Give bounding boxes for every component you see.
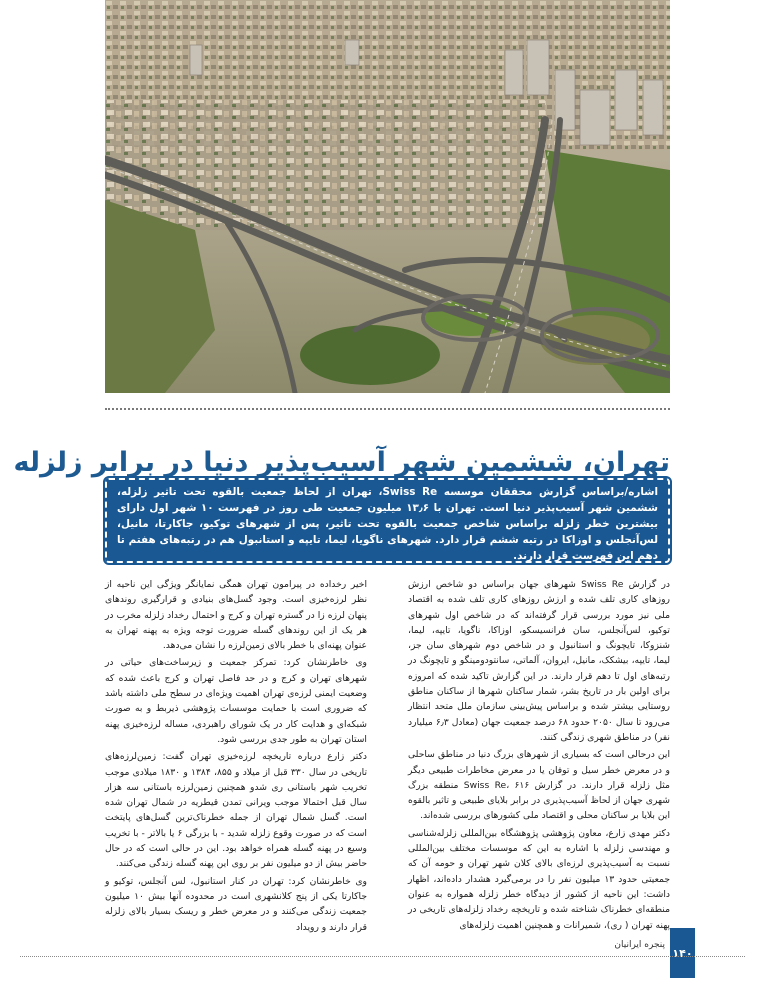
paragraph: دکتر زارع درباره تاریخچه لرزه‌خیزی تهران گفت: زمین‌لرزه‌های تاریخی در سال ۳۳۰ قبل از میلاد و ۸۵۵، ۱۳۸۴ و ۱۸۳۰ میلادی موجب تخریب شهر باستانی ری شدو همچنین زمین‌لرزه باستانی سه هزار سال قبل احتمالا موجب ویرانی تمدن قیطریه در شمال تهران شده است. گسل شمال تهران از جمله خطرناک‌ترین گسل‌های پایتخت است که در صورت وقوع زلزله شدید - با بزرگی ۶ یا بالاتر - با تخریب وسیع در پهنه گسله همراه خواهد بود. این در حالی است که در حال حاضر بیش از دو میلیون نفر بر روی این پهنه گسله زندگی می‌کنند. [105, 751, 368, 870]
paragraph: دکتر مهدی زارع، معاون پژوهشی پژوهشگاه بین‌المللی زلزله‌شناسی و مهندسی زلزله با اشاره به این که موسسات مختلف بین‌المللی نسبت به آسیب‌پذیری لرزه‌ای بالای کلان شهر تهران و حومه آن که جمعیتی حدود ۱۳ میلیون نفر را در برمی‌گیرد هشدار داده‌اند، اظهار داشت: این ناحیه از کشور از دیدگاه خطر زلزله همواره به عنوان منطقه‌ای خطرناک شناخته شده و تاریخچه رخداد زلزله‌های تاریخی در پهنه تهران ( ری)، شمیرانات و همچنین اهمیت زلزله‌های [408, 827, 670, 931]
text-column-right [408, 577, 670, 931]
bottom-dotted-divider [20, 956, 745, 957]
aerial-city-photo [105, 0, 670, 393]
page-number: ۱۴۰ [670, 928, 695, 978]
article-title: تهران، ششمین شهر آسیب‌پذیر دنیا در برابر زلزله [13, 447, 670, 479]
text-column-left [105, 577, 368, 933]
magazine-name: پنجره ایرانیان [614, 940, 665, 950]
paragraph: در گزارش Swiss Re شهرهای جهان براساس دو شاخص ارزش روزهای کاری تلف شده و ارزش روزهای کاری تلف شده به اقتصاد ملی نیز مورد بررسی قرار گرفته‌اند که در شاخص اول شهرهای توکیو، لس‌آنجلس، سان فرانسیسکو، اوزاکا، ناگویا، تایپه، لیما، شنزوکا، تایچونگ و استانبول و در شاخص دوم شهرهای سان جز، لیما، تایپه، بیشکک، مانیل، ایروان، آلماتی، سانتودومینگو و تایچونگ در رتبه‌های اول تا دهم قرار دارند. در این گزارش تاکید شده که امروزه برای اولین بار در تاریخ بشر، شمار ساکنان شهرها از ساکنان مناطق روستایی بیشتر شده و براساس پیش‌بینی سازمان ملل متحد انتظار می‌رود تا سال ۲۰۵۰ حدود ۶۸ درصد جمعیت جهان (معادل ۶٫۳ میلیارد نفر) در مناطق شهری زندگی کنند. [408, 579, 670, 743]
paragraph: این درحالی است که بسیاری از شهرهای بزرگ دنیا در مناطق ساحلی و در معرض خطر سیل و توفان یا در معرض مخاطرات طبیعی دیگر مثل زلزله قرار دارند. در گزارش Swiss Re، ۶۱۶ منطقه بزرگ شهری جهان از لحاظ آسیب‌پذیری در برابر بلایای طبیعی و تاثیر بالقوه این بلایا بر ساکنان محلی و اقتصاد ملی کشورهای بررسی شده‌اند. [408, 749, 670, 822]
paragraph: اخیر رخداده در پیرامون تهران همگی نمایانگر ویژگی این ناحیه از نظر لرزه‌خیزی است. وجود گسل‌های بنیادی و قرارگیری روندهای پنهان لرزه زا در گستره تهران و کرج و احتمال رخداد زلزله مخرب در هر یک از این روندهای گسله ضرورت توجه ویژه به پهنه تهران به عنوان پهنه‌ای با خطر بالای زمین‌لرزه را نشان می‌دهد. [105, 579, 367, 652]
article-lead-box: اشاره/براساس گزارش محققان موسسه Swiss Re، تهران از لحاظ جمعیت بالقوه تحت تاثیر زلزله، ششمین شهر آسیب‌پذیر دنیا است. تهران با ۱۳٫۶ میلیون جمعیت طی روز در فهرست ۱۰ شهر اول دارای بیشترین خطر زلزله براساس شاخص جمعیت بالقوه تحت تاثیر، پس از شهرهای توکیو، جاکارتا، مانیل، لس‌آنجلس و اوزاکا در رتبه ششم قرار دارد. شهرهای ناگویا، لیما، تایپه و استانبول هم در رتبه‌های هفتم تا دهم این فهرست قرار دارند. [105, 478, 670, 563]
paragraph: وی خاطرنشان کرد: تهران در کنار استانبول، لس آنجلس، توکیو و جاکارتا یکی از پنج کلانشهری است در محدوده آنها بیش ۱۰ میلیون جمعیت زندگی می‌کنند و در معرض خطر و ریسک بسیار بالای زلزله قرار دارند و رویداد [105, 875, 368, 933]
paragraph: وی خاطرنشان کرد: تمرکز جمعیت و زیرساخت‌های حیاتی در شهرهای تهران و کرج و در حد فاصل تهران و کرج باعث شده که وضعیت ایمنی لرزه‌ی تهران اهمیت ویژه‌ای در سطح ملی داشته باشد که ضروری است با حمایت موسسات پژوهشی ذیربط و به صورت شبکه‌ای و هدایت کار در یک شورای راهبردی، مساله لرزه‌خیزی پهنه استان تهران به طور جدی بررسی شود. [105, 657, 367, 745]
top-dotted-divider [105, 408, 670, 410]
